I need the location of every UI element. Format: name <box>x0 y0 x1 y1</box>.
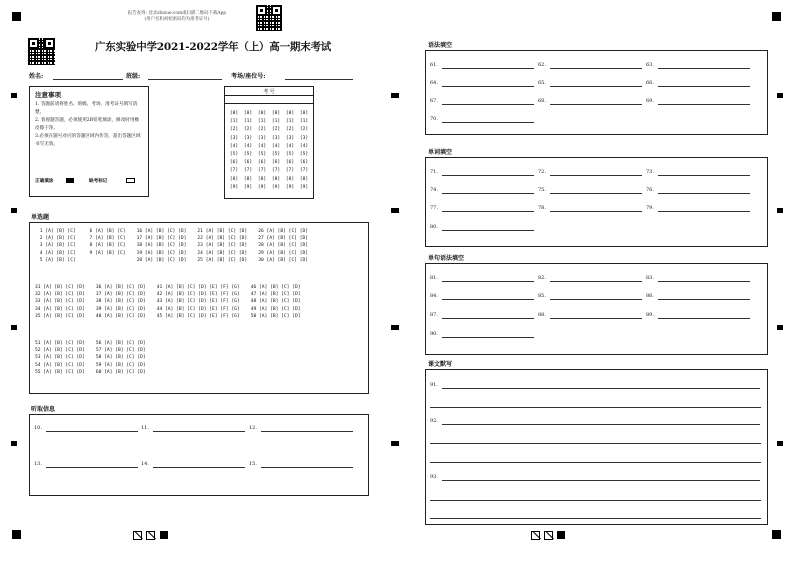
listening-title: 听取信息 <box>31 406 56 413</box>
question-number: 13. <box>34 461 42 467</box>
mcq-row[interactable]: 4 [A] [B] [C] 9 [A] [B] [C] 19 [A] [B] [C] [D] 24 [A] [B] [C] [D] 29 [A] [B] [C] [D] <box>37 250 309 256</box>
answer-field-67[interactable] <box>430 98 536 106</box>
report-note-line-2: (用户名和初始密码均为准考证号) <box>144 17 210 22</box>
exam-id-digit[interactable]: [8] <box>299 176 309 182</box>
exam-id-digit[interactable]: [8] <box>229 176 239 182</box>
question-number: 77. <box>430 205 438 211</box>
mcq-row[interactable]: 2 [A] [B] [C] 7 [A] [B] [C] 17 [A] [B] [C] [D] 22 [A] [B] [C] [D] 27 [A] [B] [C] [D] <box>37 236 309 242</box>
exam-id-digit[interactable]: [1] <box>257 119 267 125</box>
exam-id-digit[interactable]: [6] <box>299 160 309 166</box>
exam-id-digit[interactable]: [8] <box>257 176 267 182</box>
exam-id-digit[interactable]: [6] <box>243 160 253 166</box>
exam-id-column[interactable] <box>298 110 310 192</box>
mcq-row[interactable]: 3 [A] [B] [C] 8 [A] [B] [C] 18 [A] [B] [C] [D] 23 [A] [B] [C] [D] 28 [A] [B] [C] [D] <box>37 243 309 249</box>
answer-field-79[interactable] <box>646 205 752 213</box>
edge-mark <box>777 441 783 446</box>
answer-field-64[interactable] <box>430 80 536 88</box>
answer-field-76[interactable] <box>646 187 752 195</box>
answer-field-14[interactable] <box>141 461 247 469</box>
exam-id-digit[interactable]: [7] <box>285 168 295 174</box>
question-number: 76. <box>646 187 654 193</box>
answer-field-80[interactable] <box>430 224 536 232</box>
answer-field-66[interactable] <box>646 80 752 88</box>
answer-field-83[interactable] <box>646 275 752 283</box>
mcq-block-1[interactable] <box>37 228 308 264</box>
question-number: 79. <box>646 205 654 211</box>
exam-id-digit[interactable]: [0] <box>271 111 281 116</box>
question-number: 93. <box>430 474 438 480</box>
sentence-box <box>425 263 768 355</box>
exam-id-digit[interactable]: [2] <box>257 127 267 133</box>
question-number: 78. <box>538 205 546 211</box>
exam-id-digit[interactable]: [2] <box>271 127 281 133</box>
listening-box <box>29 414 369 496</box>
exam-id-digit[interactable]: [0] <box>299 111 309 116</box>
missing-mark-box[interactable] <box>126 178 135 183</box>
exam-id-digit[interactable]: [7] <box>257 168 267 174</box>
exam-id-digit[interactable]: [3] <box>271 135 281 141</box>
answer-field-89[interactable] <box>646 312 752 320</box>
notice-item-1: 1. 答题前请将姓名、班级、考场、准考证号填写清楚。 <box>35 102 138 115</box>
exam-id-digit[interactable]: [3] <box>299 135 309 141</box>
filled-box-icon <box>66 178 74 183</box>
mcq-row[interactable]: 1 [A] [B] [C] 6 [A] [B] [C] 16 [A] [B] [C] [D] 21 [A] [B] [C] [D] 26 [A] [B] [C] [D] <box>37 229 309 234</box>
edge-mark <box>11 93 17 98</box>
notice-item-2: 2. 客观题答题，必须使用2B铅笔填涂，修改时用橡皮擦干净。 <box>35 118 140 131</box>
exam-id-digit[interactable]: [2] <box>229 127 239 133</box>
exam-id-digit[interactable]: [9] <box>271 184 281 190</box>
answer-field-13[interactable] <box>34 461 140 469</box>
edge-mark <box>11 325 17 330</box>
exam-id-digit[interactable]: [9] <box>229 184 239 190</box>
answer-field-86[interactable] <box>646 293 752 301</box>
question-number: 10. <box>34 425 42 431</box>
question-number: 61. <box>430 62 438 68</box>
question-number: 86. <box>646 293 654 299</box>
edge-mark <box>777 93 783 98</box>
corner-mark <box>772 12 781 21</box>
report-note <box>112 11 242 23</box>
question-number: 68. <box>538 98 546 104</box>
mcq-block-2[interactable] <box>35 284 301 320</box>
exam-id-column[interactable] <box>270 110 282 192</box>
name-line <box>53 79 123 80</box>
report-note-line-1: 报告查询: 登录zhixue.com或扫描二维码下载App <box>127 11 227 16</box>
answer-field-62[interactable] <box>538 62 644 70</box>
writing-line[interactable] <box>430 518 761 519</box>
edge-mark <box>777 325 783 330</box>
mcq-row[interactable]: 5 [A] [B] [C] 20 [A] [B] [C] [D] 25 [A] [B] [C] [D] 30 [A] [B] [C] [D] <box>37 257 309 263</box>
notice-title: 注意事项 <box>35 91 61 99</box>
class-line <box>148 79 222 80</box>
question-number: 74. <box>430 187 438 193</box>
exam-id-digit[interactable]: [5] <box>271 152 281 158</box>
exam-id-digit[interactable]: [4] <box>243 143 253 149</box>
answer-field-93[interactable] <box>430 474 762 482</box>
seat-field[interactable] <box>231 71 356 81</box>
corner-mark <box>12 12 21 21</box>
notice-box <box>29 86 149 197</box>
answer-field-63[interactable] <box>646 62 752 70</box>
answer-field-74[interactable] <box>430 187 536 195</box>
question-number: 15. <box>249 461 257 467</box>
exam-id-digit[interactable]: [1] <box>243 119 253 125</box>
question-number: 92. <box>430 418 438 424</box>
answer-field-90[interactable] <box>430 331 536 339</box>
exam-id-digit[interactable]: [3] <box>229 135 239 141</box>
exam-id-digit[interactable]: [3] <box>285 135 295 141</box>
answer-field-70[interactable] <box>430 116 536 124</box>
question-number: 64. <box>430 80 438 86</box>
answer-field-81[interactable] <box>430 275 536 283</box>
exam-id-digit[interactable]: [7] <box>229 168 239 174</box>
corner-mark <box>160 531 168 539</box>
answer-field-11[interactable] <box>141 425 247 433</box>
exam-id-column[interactable] <box>284 110 296 192</box>
answer-field-71[interactable] <box>430 169 536 177</box>
answer-field-68[interactable] <box>538 98 644 106</box>
question-number: 11. <box>141 425 149 431</box>
exam-id-digit[interactable]: [9] <box>285 184 295 190</box>
exam-id-digit[interactable]: [5] <box>299 152 309 158</box>
writing-line[interactable] <box>430 462 761 463</box>
answer-field-92[interactable] <box>430 418 762 426</box>
mcq-row[interactable]: 32 [A] [B] [C] [D] 37 [A] [B] [C] [D] 42 [A] [B] [C] [D] [E] [F] [G] 47 [A] [B] [C] [D] <box>35 292 301 298</box>
question-number: 87. <box>430 312 438 318</box>
exam-id-digit[interactable]: [6] <box>257 160 267 166</box>
answer-field-85[interactable] <box>538 293 644 301</box>
answer-field-88[interactable] <box>538 312 644 320</box>
question-number: 73. <box>646 169 654 175</box>
edge-mark <box>391 93 399 98</box>
question-number: 90. <box>430 331 438 337</box>
exam-id-digit[interactable]: [9] <box>257 184 267 190</box>
answer-field-87[interactable] <box>430 312 536 320</box>
grammar-box <box>425 50 768 135</box>
question-number: 91. <box>430 382 438 388</box>
question-number: 80. <box>430 224 438 230</box>
exam-id-grid <box>224 86 314 199</box>
mcq-row[interactable]: 53 [A] [B] [C] [D] 58 [A] [B] [C] [D] <box>35 355 146 361</box>
question-number: 70. <box>430 116 438 122</box>
mcq-row[interactable]: 34 [A] [B] [C] [D] 39 [A] [B] [C] [D] 44 [A] [B] [C] [D] [E] [F] [G] 49 [A] [B] [C] [D] <box>35 306 301 312</box>
page-mark <box>146 531 155 540</box>
edge-mark <box>391 208 399 213</box>
exam-id-digit[interactable]: [4] <box>285 143 295 149</box>
seat-line <box>285 79 353 80</box>
exam-id-digit[interactable]: [4] <box>229 143 239 149</box>
exam-id-digit[interactable]: [5] <box>229 152 239 158</box>
mcq-row[interactable]: 51 [A] [B] [C] [D] 56 [A] [B] [C] [D] <box>35 341 146 346</box>
question-number: 75. <box>538 187 546 193</box>
mcq-box <box>29 222 369 394</box>
exam-id-digit[interactable]: [7] <box>299 168 309 174</box>
edge-mark <box>11 208 17 213</box>
answer-field-75[interactable] <box>538 187 644 195</box>
answer-field-61[interactable] <box>430 62 536 70</box>
dictation-box <box>425 369 768 525</box>
notice-item-3: 3.必须在题号对应的答题区域内作答，超出答题区域书写无效。 <box>35 134 141 147</box>
qr-code-icon[interactable] <box>256 5 282 31</box>
exam-id-label: 考 号 <box>225 88 313 96</box>
exam-id-digit[interactable]: [1] <box>299 119 309 125</box>
page-mark <box>133 531 142 540</box>
seat-label: 考场/座位号: <box>231 73 266 80</box>
vocab-title: 单词填空 <box>428 149 453 156</box>
writing-line[interactable] <box>430 443 761 444</box>
exam-id-column[interactable] <box>256 110 268 192</box>
answer-field-15[interactable] <box>249 461 355 469</box>
exam-id-column[interactable] <box>242 110 254 192</box>
page-mark <box>544 531 553 540</box>
exam-id-digit[interactable]: [8] <box>271 176 281 182</box>
exam-title: 广东实验中学2021-2022学年（上）高一期末考试 <box>95 41 332 53</box>
name-field[interactable] <box>29 71 124 81</box>
vocab-box <box>425 157 768 247</box>
page-mark <box>531 531 540 540</box>
exam-id-digit[interactable]: [9] <box>299 184 309 190</box>
class-field[interactable] <box>126 71 226 81</box>
question-number: 83. <box>646 275 654 281</box>
edge-mark <box>777 208 783 213</box>
exam-id-digit[interactable]: [7] <box>271 168 281 174</box>
exam-id-digit[interactable]: [3] <box>257 135 267 141</box>
question-number: 69. <box>646 98 654 104</box>
name-label: 姓名: <box>29 73 44 80</box>
edge-mark <box>391 441 399 446</box>
exam-id-digit[interactable]: [8] <box>243 176 253 182</box>
answer-field-82[interactable] <box>538 275 644 283</box>
answer-field-78[interactable] <box>538 205 644 213</box>
notice-list <box>35 101 141 149</box>
exam-id-digit[interactable]: [5] <box>285 152 295 158</box>
qr-code-icon <box>28 38 55 65</box>
corner-mark <box>772 530 781 539</box>
answer-field-73[interactable] <box>646 169 752 177</box>
question-number: 62. <box>538 62 546 68</box>
exam-id-digit[interactable]: [2] <box>299 127 309 133</box>
mcq-row[interactable]: 52 [A] [B] [C] [D] 57 [A] [B] [C] [D] <box>35 348 146 354</box>
exam-id-digit[interactable]: [8] <box>285 176 295 182</box>
question-number: 82. <box>538 275 546 281</box>
answer-field-10[interactable] <box>34 425 140 433</box>
exam-id-digit[interactable]: [5] <box>243 152 253 158</box>
sentence-title: 单句语法填空 <box>428 255 465 262</box>
dictation-title: 课文默写 <box>428 361 453 368</box>
exam-id-digit[interactable]: [1] <box>271 119 281 125</box>
exam-id-digit[interactable]: [3] <box>243 135 253 141</box>
question-number: 84. <box>430 293 438 299</box>
edge-mark <box>11 441 17 446</box>
edge-mark <box>391 325 399 330</box>
question-number: 63. <box>646 62 654 68</box>
exam-id-column[interactable] <box>228 110 240 192</box>
mcq-block-3[interactable] <box>35 340 146 376</box>
mcq-row[interactable]: 33 [A] [B] [C] [D] 38 [A] [B] [C] [D] 43 [A] [B] [C] [D] [E] [F] [G] 48 [A] [B] [C] [D] <box>35 299 301 305</box>
mcq-title: 单选题 <box>31 214 50 221</box>
exam-id-digit[interactable]: [2] <box>285 127 295 133</box>
exam-id-digit[interactable]: [6] <box>229 160 239 166</box>
mcq-row[interactable]: 35 [A] [B] [C] [D] 40 [A] [B] [C] [D] 45 [A] [B] [C] [D] [E] [F] [G] 50 [A] [B] [C] [D] <box>35 313 301 319</box>
exam-id-row-divider <box>225 103 313 104</box>
question-number: 88. <box>538 312 546 318</box>
missing-mark-label: 缺考标记 <box>89 179 108 184</box>
question-number: 89. <box>646 312 654 318</box>
exam-id-digit[interactable]: [4] <box>299 143 309 149</box>
writing-line[interactable] <box>430 407 761 408</box>
question-number: 85. <box>538 293 546 299</box>
question-number: 66. <box>646 80 654 86</box>
exam-id-digit[interactable]: [6] <box>285 160 295 166</box>
answer-field-84[interactable] <box>430 293 536 301</box>
writing-line[interactable] <box>430 500 761 501</box>
mcq-row[interactable]: 31 [A] [B] [C] [D] 36 [A] [B] [C] [D] 41 [A] [B] [C] [D] [E] [F] [G] 46 [A] [B] [C] [D] <box>35 285 301 290</box>
question-number: 12. <box>249 425 257 431</box>
exam-id-digit[interactable]: [2] <box>243 127 253 133</box>
exam-id-digit[interactable]: [1] <box>229 119 239 125</box>
exam-id-digit[interactable]: [0] <box>229 111 239 116</box>
answer-field-72[interactable] <box>538 169 644 177</box>
question-number: 65. <box>538 80 546 86</box>
answer-field-77[interactable] <box>430 205 536 213</box>
question-number: 72. <box>538 169 546 175</box>
question-number: 67. <box>430 98 438 104</box>
exam-id-digit[interactable]: [6] <box>271 160 281 166</box>
exam-id-digit[interactable]: [7] <box>243 168 253 174</box>
mcq-row[interactable]: 54 [A] [B] [C] [D] 59 [A] [B] [C] [D] <box>35 362 146 368</box>
exam-id-digit[interactable]: [0] <box>285 111 295 116</box>
exam-id-digit[interactable]: [4] <box>257 143 267 149</box>
exam-id-digit[interactable]: [9] <box>243 184 253 190</box>
corner-mark <box>12 530 21 539</box>
question-number: 14. <box>141 461 149 467</box>
grammar-title: 语法填空 <box>428 42 453 49</box>
exam-id-digit[interactable]: [0] <box>257 111 267 116</box>
correct-fill-label: 正确填涂 <box>35 179 54 184</box>
corner-mark <box>557 531 565 539</box>
exam-id-digit[interactable]: [0] <box>243 111 253 116</box>
question-number: 71. <box>430 169 438 175</box>
answer-field-12[interactable] <box>249 425 355 433</box>
mcq-row[interactable]: 55 [A] [B] [C] [D] 60 [A] [B] [C] [D] <box>35 369 146 375</box>
exam-id-digit[interactable]: [1] <box>285 119 295 125</box>
answer-field-69[interactable] <box>646 98 752 106</box>
answer-field-91[interactable] <box>430 382 762 390</box>
answer-field-65[interactable] <box>538 80 644 88</box>
exam-id-digit[interactable]: [5] <box>257 152 267 158</box>
exam-id-digit[interactable]: [4] <box>271 143 281 149</box>
class-label: 班级: <box>126 73 141 80</box>
question-number: 81. <box>430 275 438 281</box>
